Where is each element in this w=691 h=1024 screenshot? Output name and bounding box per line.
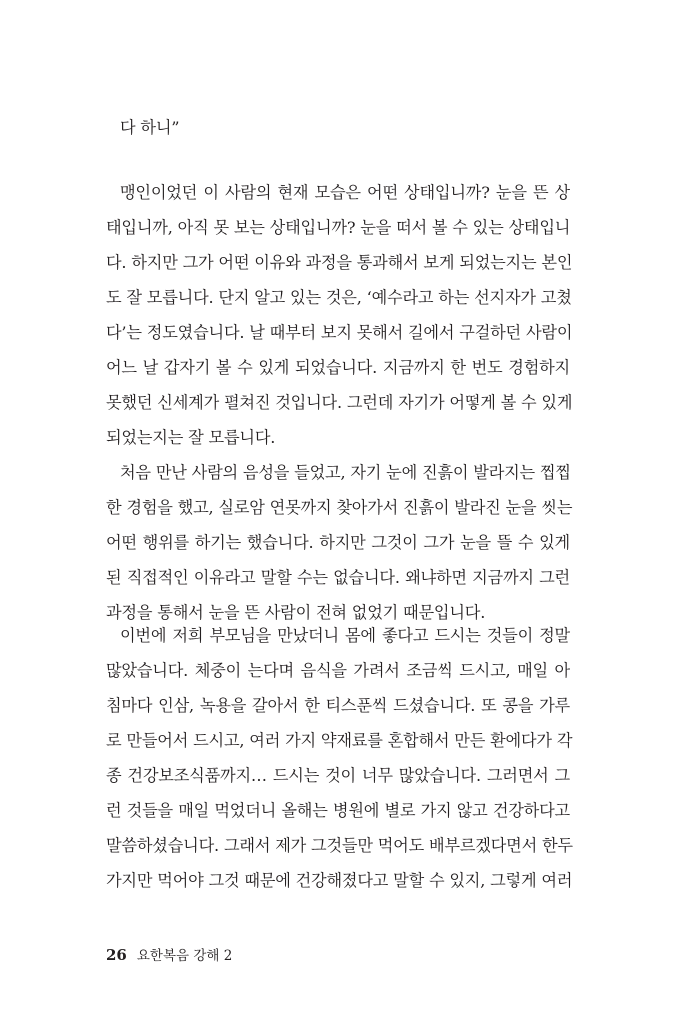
text-line: 태입니까, 아직 못 보는 상태입니까? 눈을 떠서 볼 수 있는 상태입니 xyxy=(106,218,571,237)
text-line: 로 만들어서 드시고, 여러 가지 약재료를 혼합해서 만든 환에다가 각 xyxy=(106,731,573,750)
paragraph-parents xyxy=(106,618,573,898)
text-line: 다 하니” xyxy=(120,118,180,137)
text-line: 된 직접적인 이유라고 말할 수는 없습니다. 왜냐하면 지금까지 그런 xyxy=(106,568,570,587)
text-line: 종 건강보조식품까지… 드시는 것이 너무 많았습니다. 그러면서 그 xyxy=(106,766,570,785)
text-line: 런 것들을 매일 먹었더니 올해는 병원에 별로 가지 않고 건강하다고 xyxy=(106,801,570,820)
text-line: 도 잘 모릅니다. 단지 알고 있는 것은, ‘예수라고 하는 선지자가 고쳤 xyxy=(106,288,572,307)
text-line: 어떤 행위를 하기는 했습니다. 하지만 그것이 그가 눈을 뜰 수 있게 xyxy=(106,533,570,552)
paragraph-blind-man xyxy=(106,175,573,630)
text-line: 한 경험을 했고, 실로암 연못까지 찾아가서 진흙이 발라진 눈을 씻는 xyxy=(106,498,573,517)
text-line: 이번에 저희 부모님을 만났더니 몸에 좋다고 드시는 것들이 정말 xyxy=(120,626,570,645)
quote-continuation xyxy=(106,110,570,145)
text-line: 많았습니다. 체중이 는다며 음식을 가려서 조금씩 드시고, 매일 아 xyxy=(106,661,570,680)
text-line: 처음 만난 사람의 음성을 들었고, 자기 눈에 진흙이 발라지는 찝찝 xyxy=(120,463,571,482)
page-footer xyxy=(106,944,232,964)
page-number: 26 xyxy=(106,946,127,964)
text-line: 다. 하지만 그가 어떤 이유와 과정을 통과해서 보게 되었는지는 본인 xyxy=(106,253,573,272)
text-line: 다’는 정도였습니다. 날 때부터 보지 못해서 길에서 구걸하던 사람이 xyxy=(106,323,573,342)
text-line: 어느 날 갑자기 볼 수 있게 되었습니다. 지금까지 한 번도 경험하지 xyxy=(106,358,570,377)
text-line: 맹인이었던 이 사람의 현재 모습은 어떤 상태입니까? 눈을 뜬 상 xyxy=(120,183,570,202)
text-line: 되었는지는 잘 모릅니다. xyxy=(106,428,276,447)
text-line: 말씀하셨습니다. 그래서 제가 그것들만 먹어도 배부르겠다면서 한두 xyxy=(106,836,573,855)
text-line: 과정을 통해서 눈을 뜬 사람이 전혀 없었기 때문입니다. xyxy=(106,603,486,622)
text-line: 침마다 인삼, 녹용을 갈아서 한 티스푼씩 드셨습니다. 또 콩을 가루 xyxy=(106,696,570,715)
text-line: 못했던 신세계가 펼쳐진 것입니다. 그런데 자기가 어떻게 볼 수 있게 xyxy=(106,393,573,412)
text-line: 가지만 먹어야 그것 때문에 건강해졌다고 말할 수 있지, 그렇게 여러 xyxy=(106,871,573,890)
running-title: 요한복음 강해 2 xyxy=(136,948,233,964)
